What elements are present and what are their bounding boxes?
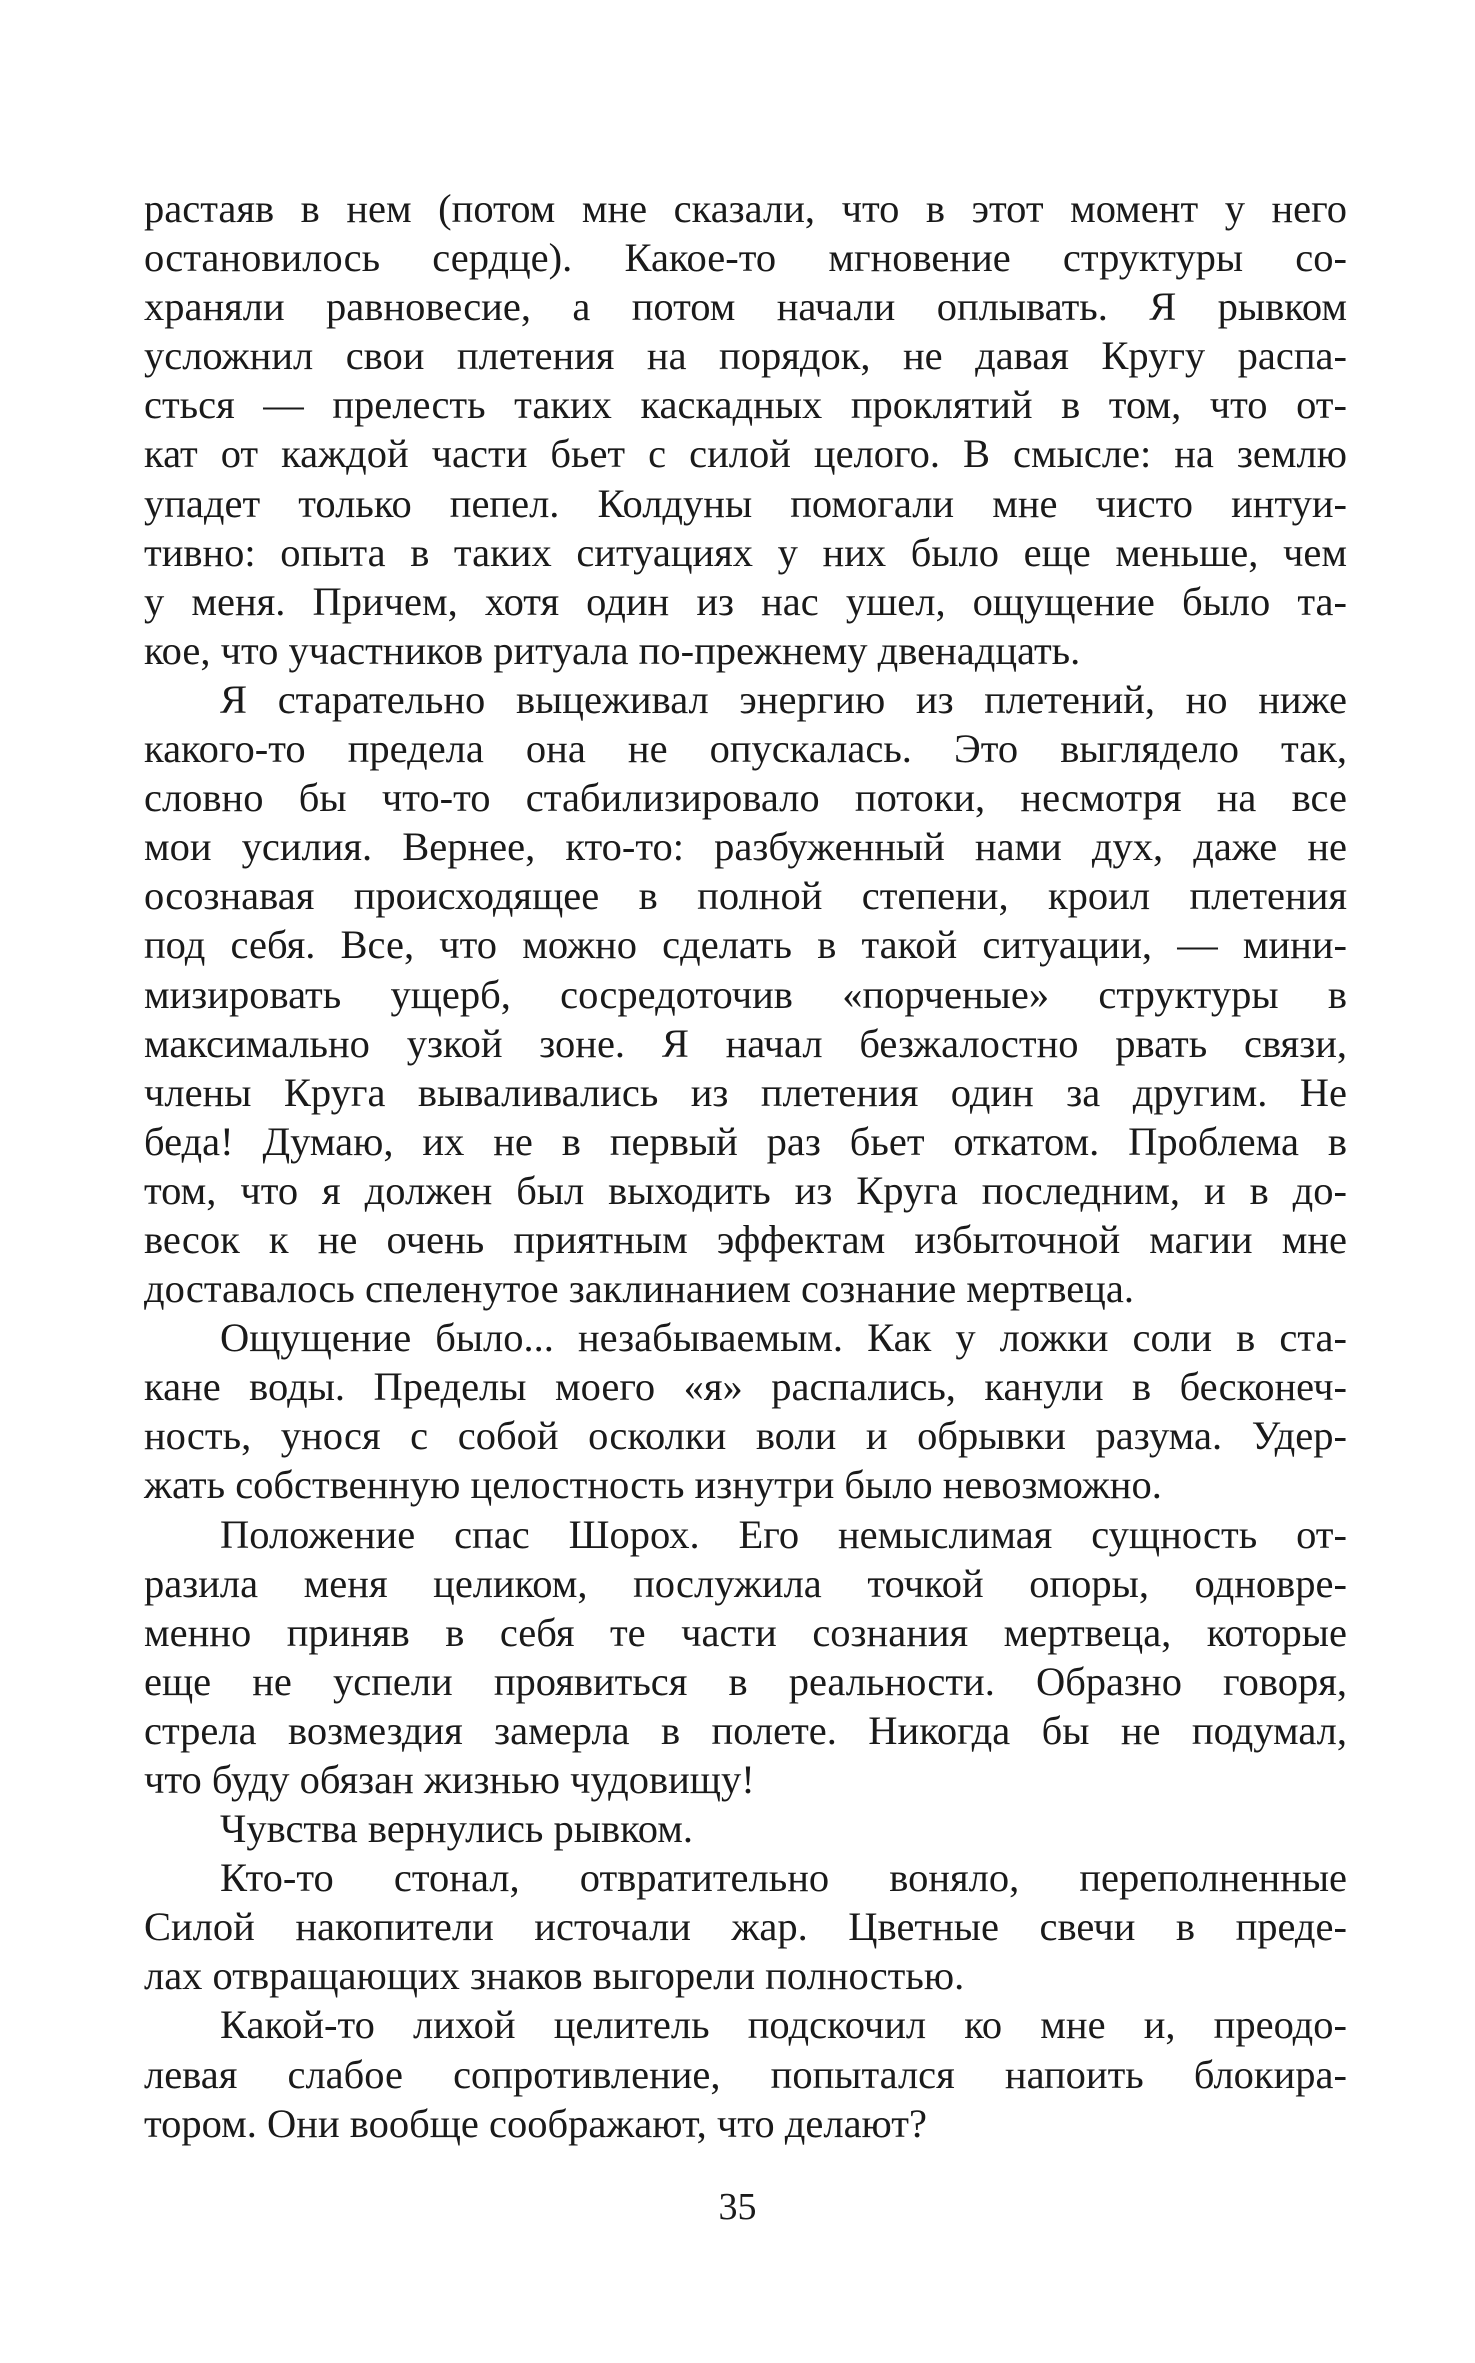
text-line: кое, что участников ритуала по-прежнему двенадцать. [144, 627, 1081, 673]
text-line: еще не успели проявиться в реальности. Образно говоря, [144, 1658, 1347, 1704]
text-line: Кто-то стонал, отвратительно воняло, переполненные [220, 1855, 1347, 1901]
text-line: члены Круга вываливались из плетения один за другим. Не [144, 1069, 1347, 1115]
text-line: упадет только пепел. Колдуны помогали мне чисто интуи- [144, 480, 1347, 526]
paragraph [144, 1510, 1347, 1805]
text-line: том, что я должен был выходить из Круга последним, и в до- [144, 1167, 1347, 1213]
paragraph [144, 184, 1347, 675]
text-line: мизировать ущерб, сосредоточив «порченые» структуры в [144, 971, 1347, 1017]
text-line: остановилось сердце). Какое-то мгновение структуры со- [144, 235, 1347, 281]
text-line: под себя. Все, что можно сделать в такой ситуации, — мини- [144, 922, 1347, 968]
text-line: Силой накопители источали жар. Цветные свечи в преде- [144, 1904, 1347, 1950]
text-line: что буду обязан жизнью чудовищу! [144, 1757, 755, 1802]
text-line: максимально узкой зоне. Я начал безжалостно рвать связи, [144, 1020, 1347, 1066]
text-line: менно приняв в себя те части сознания мертвеца, которые [144, 1609, 1347, 1655]
text-line: кат от каждой части бьет с силой целого. В смысле: на землю [144, 431, 1347, 477]
text-line: храняли равновесие, а потом начали оплывать. Я рывком [144, 284, 1347, 330]
paragraph [144, 1853, 1347, 2000]
text-line: у меня. Причем, хотя один из нас ушел, ощущение было та- [144, 578, 1347, 624]
text-line: осознавая происходящее в полной степени, кроил плетения [144, 873, 1347, 919]
text-line: весок к не очень приятным эффектам избыточной магии мне [144, 1216, 1347, 1262]
text-line: сться — прелесть таких каскадных проклятий в том, что от- [144, 382, 1347, 428]
text-line: Какой-то лихой целитель подскочил ко мне и, преодо- [220, 2002, 1347, 2048]
text-line: Ощущение было... незабываемым. Как у ложки соли в ста- [220, 1315, 1347, 1361]
paragraph [144, 1313, 1347, 1509]
text-line: ность, унося с собой осколки воли и обрывки разума. Удер- [144, 1413, 1347, 1459]
text-line: Положение спас Шорох. Его немыслимая сущность от- [220, 1511, 1347, 1557]
text-line: Я старательно выцеживал энергию из плетений, но ниже [220, 676, 1347, 722]
text-line: мои усилия. Вернее, кто-то: разбуженный нами дух, даже не [144, 824, 1347, 870]
text-line: кане воды. Пределы моего «я» распались, канули в бесконеч- [144, 1364, 1347, 1410]
text-line: стрела возмездия замерла в полете. Никогда бы не подумал, [144, 1707, 1347, 1753]
text-line: тивно: опыта в таких ситуациях у них было еще меньше, чем [144, 529, 1347, 575]
text-line: доставалось спеленутое заклинанием сознание мертвеца. [144, 1266, 1134, 1312]
text-line: разила меня целиком, послужила точкой опоры, одновре- [144, 1560, 1347, 1606]
text-line: левая слабое сопротивление, попытался напоить блокира- [144, 2051, 1347, 2097]
text-line: усложнил свои плетения на порядок, не давая Кругу распа- [144, 333, 1347, 379]
text-line: беда! Думаю, их не в первый раз бьет откатом. Проблема в [144, 1118, 1347, 1164]
text-line: жать собственную целостность изнутри было невозможно. [144, 1462, 1162, 1508]
paragraph [144, 1804, 1347, 1853]
body-text [144, 184, 1347, 2148]
paragraph [144, 2000, 1347, 2147]
text-line: какого-то предела она не опускалась. Это выглядело так, [144, 726, 1347, 772]
text-line: тором. Они вообще соображают, что делают? [144, 2100, 927, 2146]
page-number: 35 [718, 2186, 757, 2228]
text-line: Чувства вернулись рывком. [220, 1806, 693, 1852]
text-line: растаяв в нем (потом мне сказали, что в этот момент у него [144, 186, 1347, 231]
text-line: лах отвращающих знаков выгорели полностью. [144, 1953, 965, 1999]
text-line: словно бы что-то стабилизировало потоки, несмотря на все [144, 775, 1347, 821]
paragraph [144, 675, 1347, 1313]
